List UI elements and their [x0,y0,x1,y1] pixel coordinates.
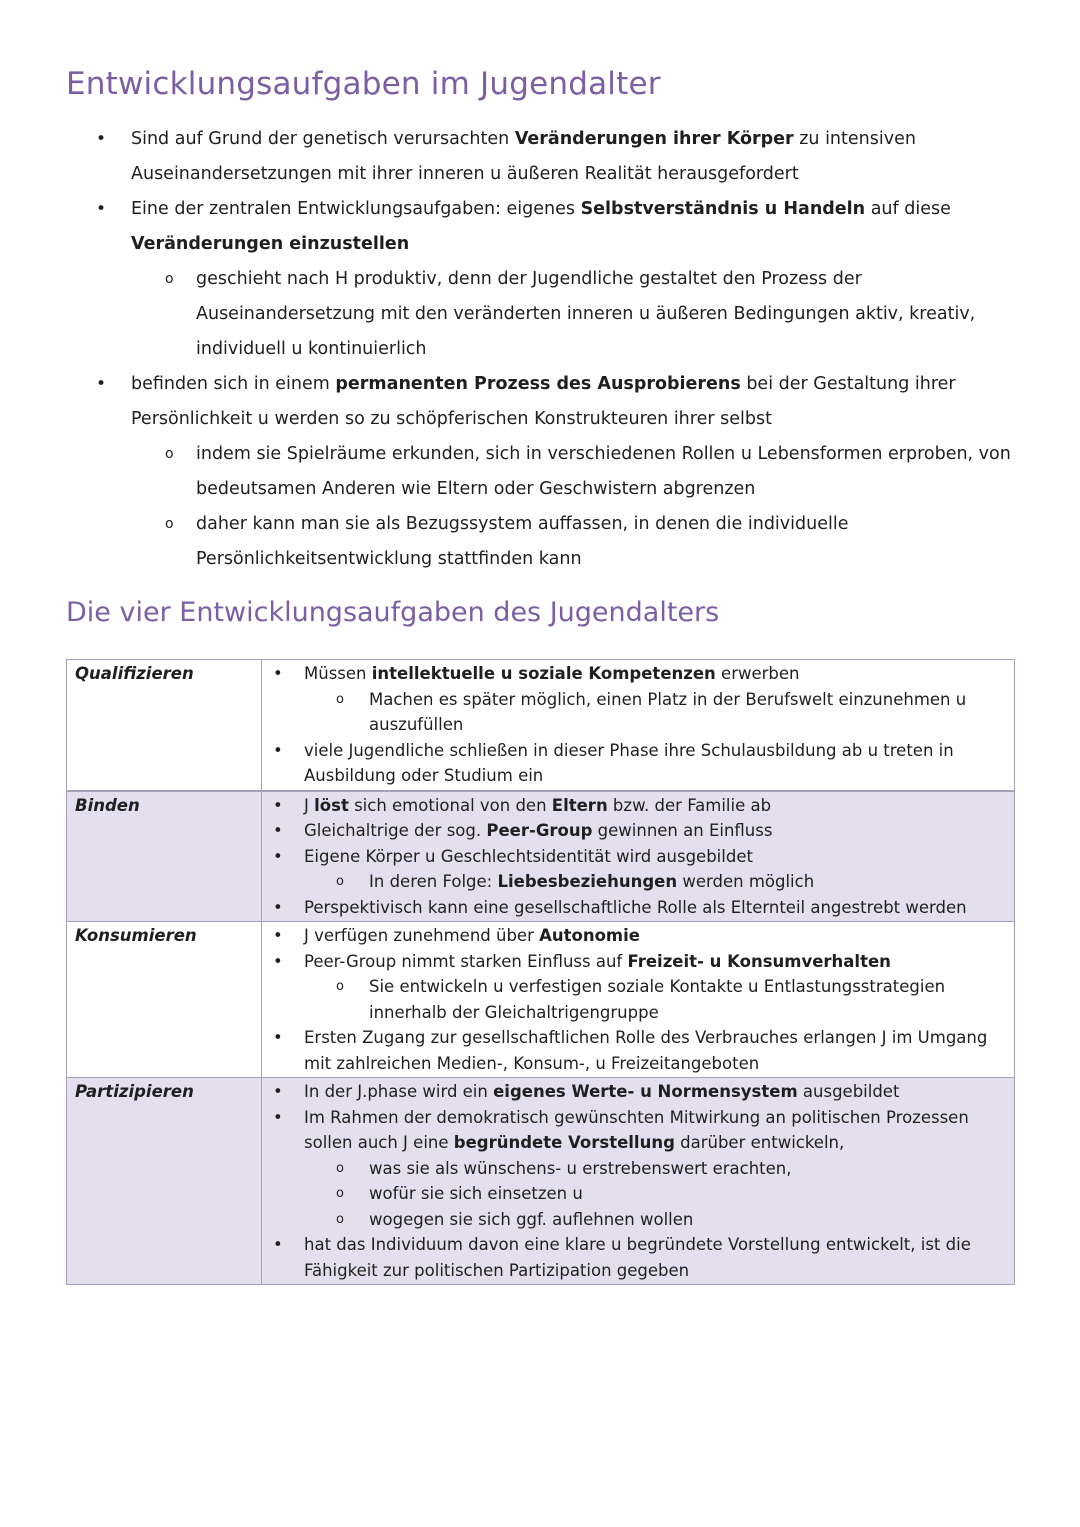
table-row-konsumieren [67,922,1015,1078]
sub-list-item: o In deren Folge: Liebesbeziehungen werden möglich [304,869,998,895]
list-item-text: In der J.phase wird ein eigenes Werte- u Normensystem ausgebildet [304,1082,900,1101]
list-item [262,738,998,789]
sub-bullet-item: o geschieht nach H produktiv, denn der Jugendliche gestaltet den Prozess der Auseinandersetzung mit den veränderten inneren u äußeren Bedingungen aktiv, kreativ, individuell u kontinuierlich [0,262,1080,367]
sub-list-item: o was sie als wünschens- u erstrebenswert erachten, [304,1156,998,1182]
list-item [262,1025,998,1076]
category-label: Binden [67,791,262,922]
table-row-binden [67,791,1015,922]
list-item [262,923,998,949]
list-item-text: J löst sich emotional von den Eltern bzw. der Familie ab [304,795,772,815]
intro-notes [0,122,1080,577]
category-label: Konsumieren [67,922,262,1078]
list-item [262,1105,998,1233]
list-item [262,818,998,844]
list-item-text: Ersten Zugang zur gesellschaftlichen Rolle des Verbrauches erlangen J im Umgang mit zahlreichen Medien-, Konsum-, u Freizeitangeboten [304,1028,988,1073]
list-item-text: Perspektivisch kann eine gesellschaftliche Rolle als Elternteil angestrebt werden [304,897,967,917]
page-title: Entwicklungsaufgaben im Jugendalter [66,66,661,102]
sub-list-item: o Sie entwickeln u verfestigen soziale Kontakte u Entlastungsstrategien innerhalb der Gleichaltrigengruppe [304,974,998,1025]
list-item-text: hat das Individuum davon eine klare u begründete Vorstellung entwickelt, ist die Fähigkeit zur politischen Partizipation gegeben [304,1235,971,1280]
table-row-partizipieren [67,1078,1015,1285]
list-item [262,1232,998,1283]
list-item [262,844,998,895]
list-item [262,895,998,921]
list-item-text: Im Rahmen der demokratisch gewünschten Mitwirkung an politischen Prozessen sollen auch J eine begründete Vorstellung darüber entwickeln, [304,1107,969,1152]
tasks-table [66,659,1015,1285]
category-label: Qualifizieren [67,660,262,791]
sub-list-item: o wogegen sie sich ggf. auflehnen wollen [304,1207,998,1233]
sub-bullet-item: o daher kann man sie als Bezugssystem auffassen, in denen die individuelle Persönlichkeitsentwicklung stattfinden kann [0,507,1080,577]
list-item-text: Gleichaltrige der sog. Peer-Group gewinnen an Einfluss [304,821,773,840]
list-item-text: Peer-Group nimmt starken Einfluss auf Freizeit- u Konsumverhalten [304,951,891,971]
category-content [262,922,1015,1078]
sub-bullet-item: o indem sie Spielräume erkunden, sich in verschiedenen Rollen u Lebensformen erproben, von bedeutsamen Anderen wie Eltern oder Geschwistern abgrenzen [0,437,1080,507]
bullet-item: • befinden sich in einem permanenten Prozess des Ausprobierens bei der Gestaltung ihrer Persönlichkeit u werden so zu schöpferischen Konstrukteuren ihrer selbst [0,367,1080,437]
list-item [262,949,998,1026]
list-item-text: viele Jugendliche schließen in dieser Phase ihre Schulausbildung ab u treten in Ausbildung oder Studium ein [304,740,954,785]
table-title: Die vier Entwicklungsaufgaben des Jugendalters [66,597,720,628]
bullet-item: • Sind auf Grund der genetisch verursachten Veränderungen ihrer Körper zu intensiven Auseinandersetzungen mit ihrer inneren u äußeren Realität herausgefordert [0,122,1080,192]
list-item-text: Eigene Körper u Geschlechtsidentität wird ausgebildet [304,846,753,866]
list-item-text: J verfügen zunehmend über Autonomie [304,926,640,945]
list-item [262,1079,998,1105]
bullet-item: • Eine der zentralen Entwicklungsaufgaben: eigenes Selbstverständnis u Handeln auf diese Veränderungen einzustellen [0,192,1080,262]
list-item-text: Müssen intellektuelle u soziale Kompetenzen erwerben [304,664,800,683]
category-content [262,660,1015,791]
list-item [262,793,998,819]
table-row-qualifizieren [67,660,1015,791]
sub-list-item: o Machen es später möglich, einen Platz in der Berufswelt einzunehmen u auszufüllen [304,687,998,738]
category-label: Partizipieren [67,1078,262,1285]
list-item [262,661,998,738]
category-content [262,791,1015,922]
sub-list-item: o wofür sie sich einsetzen u [304,1181,998,1207]
category-content [262,1078,1015,1285]
